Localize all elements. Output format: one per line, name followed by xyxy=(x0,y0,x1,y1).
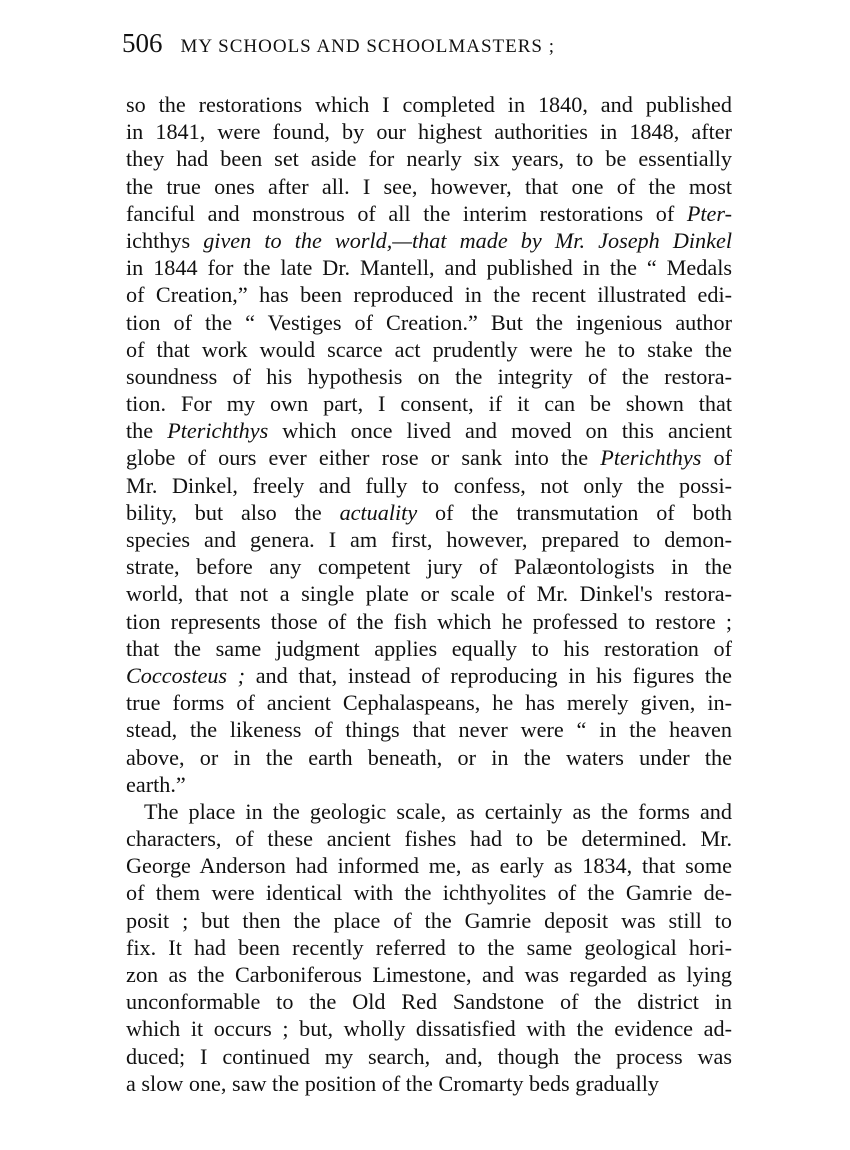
text-line xyxy=(126,417,732,444)
line-segment: characters, of these ancient fishes had to be determined. Mr. xyxy=(126,826,732,852)
line-segment: bility, but also the xyxy=(126,499,340,525)
page-number: 506 xyxy=(122,28,163,58)
line-segment: strate, before any competent jury of Palæontologists in the xyxy=(126,554,732,580)
text-line xyxy=(126,200,732,227)
line-segment: tion. For my own part, I consent, if it can be shown that xyxy=(126,391,732,417)
text-line xyxy=(126,363,732,390)
italic-term: Coccosteus ; xyxy=(126,662,246,688)
line-segment: world, that not a single plate or scale of Mr. Dinkel's restora- xyxy=(126,581,732,607)
text-line xyxy=(126,689,732,716)
text-line xyxy=(126,1015,732,1042)
line-segment: earth.” xyxy=(126,771,186,797)
italic-term: Pter- xyxy=(686,200,732,226)
line-segment: fanciful and monstrous of all the interim restorations of xyxy=(126,200,687,226)
body-text xyxy=(126,91,732,1097)
line-segment: the true ones after all. I see, however, that one of the most xyxy=(126,173,732,199)
line-segment: posit ; but then the place of the Gamrie deposit was still to xyxy=(126,907,732,933)
line-segment: of that work would scarce act prudently were he to stake the xyxy=(126,336,732,362)
line-segment: soundness of his hypothesis on the integrity of the restora- xyxy=(126,363,732,389)
text-line xyxy=(126,662,732,689)
line-segment: species and genera. I am first, however, prepared to demon- xyxy=(126,527,732,552)
text-line xyxy=(126,961,732,988)
text-line xyxy=(126,798,732,825)
text-line xyxy=(126,580,732,607)
text-line xyxy=(126,227,732,254)
text-line xyxy=(126,825,732,852)
line-segment: they had been set aside for nearly six years, to be essentially xyxy=(126,146,732,172)
text-line xyxy=(126,744,732,771)
line-segment: of the transmutation of both xyxy=(417,499,732,525)
line-segment: that the same judgment applies equally to his restoration of xyxy=(126,635,732,661)
line-segment: George Anderson had informed me, as early as 1834, that some xyxy=(126,853,732,879)
text-line xyxy=(126,173,732,200)
line-segment: ichthys xyxy=(126,227,191,253)
line-segment: of xyxy=(701,445,732,471)
text-line xyxy=(126,499,732,526)
text-line xyxy=(126,635,732,662)
line-segment: Mr. Dinkel, freely and fully to confess, not only the possi- xyxy=(126,472,732,498)
text-line xyxy=(126,118,732,145)
italic-term: given to the world,—that made by Mr. Joseph Dinkel xyxy=(190,227,732,253)
page-header xyxy=(122,28,742,59)
paragraph xyxy=(126,91,732,798)
text-line xyxy=(126,309,732,336)
line-segment: globe of ours ever either rose or sank into the xyxy=(126,445,601,471)
italic-term: Pterichthys xyxy=(600,445,702,471)
text-line xyxy=(126,934,732,961)
text-line xyxy=(126,254,732,281)
text-line xyxy=(126,526,732,553)
line-segment: so the restorations which I completed in 1840, and published xyxy=(126,92,732,117)
text-line xyxy=(126,879,732,906)
text-line xyxy=(126,1043,732,1070)
line-segment: duced; I continued my search, and, though the process was xyxy=(126,1043,732,1069)
italic-term: Pterichthys xyxy=(167,418,269,444)
line-segment: stead, the likeness of things that never were “ in the heaven xyxy=(126,717,732,743)
text-line xyxy=(126,716,732,743)
italic-term: actuality xyxy=(339,499,418,525)
text-line xyxy=(126,281,732,308)
text-line xyxy=(126,472,732,499)
line-segment: which once lived and moved on this ancient xyxy=(268,418,733,444)
line-segment: above, or in the earth beneath, or in the waters under the xyxy=(126,744,732,770)
line-segment: the xyxy=(126,418,168,444)
line-segment: unconformable to the Old Red Sandstone of the district in xyxy=(126,989,732,1015)
text-line xyxy=(126,91,732,118)
text-line xyxy=(126,390,732,417)
running-head: MY SCHOOLS AND SCHOOLMASTERS ; xyxy=(180,36,556,57)
line-segment: tion of the “ Vestiges of Creation.” But the ingenious author xyxy=(126,309,732,335)
line-segment: of them were identical with the ichthyolites of the Gamrie de- xyxy=(126,880,732,906)
text-line xyxy=(126,988,732,1015)
text-line xyxy=(126,771,732,798)
line-segment: zon as the Carboniferous Limestone, and was regarded as lying xyxy=(126,962,732,987)
text-line xyxy=(126,1070,732,1097)
text-line xyxy=(126,444,732,471)
line-segment: tion represents those of the fish which he professed to restore ; xyxy=(126,608,732,634)
text-line xyxy=(126,336,732,363)
line-segment: of Creation,” has been reproduced in the recent illustrated edi- xyxy=(126,282,732,308)
line-segment: fix. It had been recently referred to the same geological hori- xyxy=(126,934,732,960)
text-line xyxy=(126,145,732,172)
line-segment: a slow one, saw the position of the Cromarty beds gradually xyxy=(126,1070,660,1096)
line-segment: The place in the geologic scale, as certainly as the forms and xyxy=(144,798,732,824)
line-segment: which it occurs ; but, wholly dissatisfied with the evidence ad- xyxy=(126,1016,732,1042)
line-segment: in 1841, were found, by our highest authorities in 1848, after xyxy=(126,119,732,145)
text-line xyxy=(126,608,732,635)
line-segment: true forms of ancient Cephalaspeans, he has merely given, in- xyxy=(126,690,732,716)
text-line xyxy=(126,852,732,879)
text-line xyxy=(126,553,732,580)
line-segment: and that, instead of reproducing in his figures the xyxy=(245,662,732,688)
text-line xyxy=(126,907,732,934)
paragraph xyxy=(126,798,732,1097)
line-segment: in 1844 for the late Dr. Mantell, and published in the “ Medals xyxy=(126,255,732,281)
